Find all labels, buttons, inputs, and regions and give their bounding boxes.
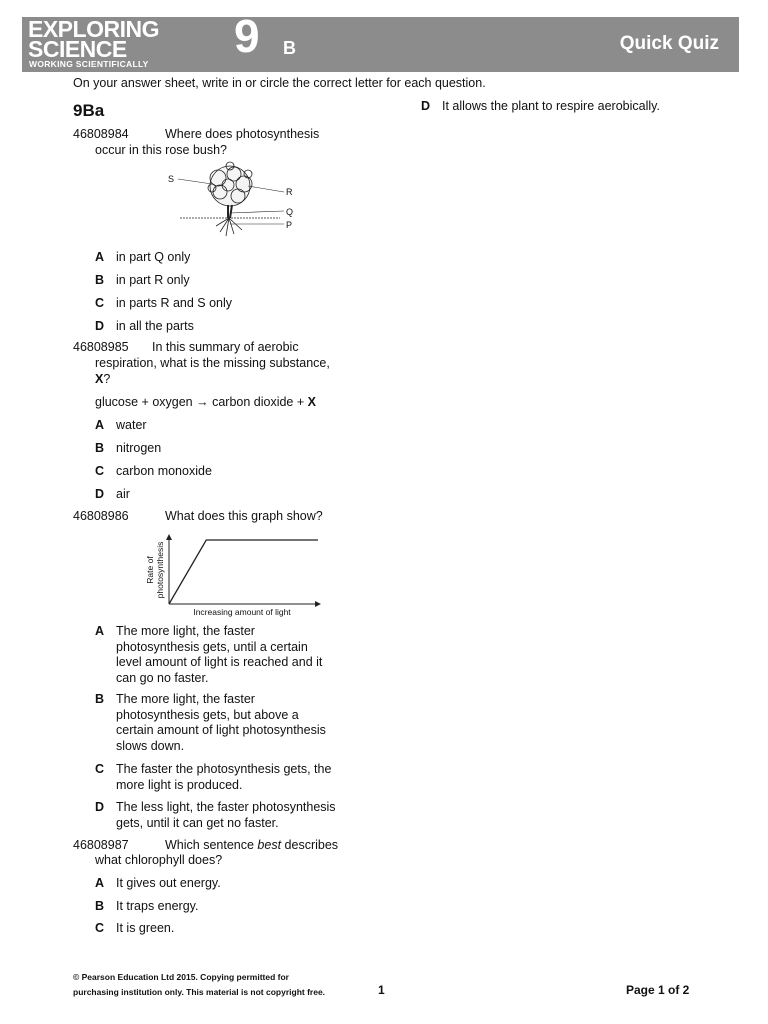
option-line: photosynthesis gets, but above a (116, 707, 299, 722)
option-line: level amount of light is reached and it (116, 655, 323, 669)
option-letter: D (421, 99, 431, 113)
option-text: It allows the plant to respire aerobically. (442, 99, 660, 113)
question-text-part: Which sentence (165, 838, 258, 852)
variable-x: X (307, 395, 316, 409)
option-line: more light is produced. (116, 777, 243, 792)
variable-x: X (95, 372, 104, 386)
question-id: 46808987 (73, 838, 129, 852)
quiz-title: Quick Quiz (619, 33, 719, 54)
option-text: nitrogen (116, 441, 162, 455)
option-letter: D (95, 319, 105, 333)
option-text: in part Q only (116, 250, 191, 264)
option-letter: B (95, 692, 105, 706)
label-p: P (286, 220, 293, 230)
option-line: photosynthesis gets, until a certain (116, 639, 308, 654)
question-mark: ? (103, 372, 111, 386)
option-letter: A (95, 418, 105, 432)
unit-letter: B (283, 38, 296, 58)
option-text: water (116, 418, 147, 432)
option-line: The less light, the faster photosynthesis (116, 800, 336, 814)
bush-foliage (208, 162, 252, 206)
option-text (116, 624, 356, 686)
word-equation (95, 395, 316, 411)
option-text: It is green. (116, 921, 175, 935)
unit-number: 9 (234, 10, 260, 62)
bush-roots (216, 218, 242, 236)
question-text (165, 838, 338, 854)
rate-curve (169, 540, 318, 604)
option-letter: B (95, 273, 105, 287)
question-text: what chlorophyll does? (95, 853, 223, 867)
question-text: respiration, what is the missing substance, (95, 356, 330, 370)
instructions: On your answer sheet, write in or circle the correct letter for each question. (73, 76, 486, 90)
option-letter: D (95, 800, 105, 814)
question-id: 46808984 (73, 127, 129, 141)
header-banner (22, 10, 739, 72)
option-line: The more light, the faster (116, 692, 255, 706)
copyright-notice (73, 970, 325, 1000)
option-text (116, 692, 356, 754)
question-id: 46808985 (73, 340, 129, 354)
option-letter: B (95, 441, 105, 455)
option-text: in all the parts (116, 319, 194, 333)
option-letter: A (95, 876, 105, 890)
photosynthesis-graph (138, 530, 328, 620)
y-axis-label: photosynthesis (155, 541, 165, 599)
option-text (116, 762, 356, 793)
option-text: It traps energy. (116, 899, 199, 913)
option-line: certain amount of light photosynthesis (116, 723, 326, 737)
label-r: R (286, 187, 293, 197)
x-axis-label: Increasing amount of light (193, 607, 291, 617)
label-s: S (168, 174, 175, 184)
section-title: 9Ba (73, 101, 105, 120)
option-line: gets, until it can get no faster. (116, 815, 279, 830)
page-number: 1 (378, 983, 385, 997)
option-letter: C (95, 296, 105, 310)
option-text (116, 800, 356, 831)
option-line: The more light, the faster (116, 624, 255, 638)
option-line: slows down. (116, 738, 185, 753)
option-line: The faster the photosynthesis gets, the (116, 762, 332, 776)
rose-bush-diagram (160, 160, 300, 242)
label-q: Q (286, 207, 294, 217)
copyright-line: purchasing institution only. This material is not copyright free. (73, 987, 326, 997)
question-text: In this summary of aerobic (152, 340, 299, 354)
option-letter: D (95, 487, 105, 501)
equation-text: glucose + oxygen → carbon dioxide + (95, 395, 308, 409)
brand-line-3: WORKING SCIENTIFICALLY (29, 59, 149, 69)
copyright-line: © Pearson Education Ltd 2015. Copying permitted for (73, 972, 289, 982)
option-letter: A (95, 624, 105, 638)
option-letter: C (95, 921, 105, 935)
y-axis-label: Rate of (145, 556, 155, 584)
bush-stem (228, 205, 232, 218)
option-line: can go no faster. (116, 670, 209, 685)
question-text: occur in this rose bush? (95, 143, 228, 157)
option-text: carbon monoxide (116, 464, 212, 478)
option-letter: A (95, 250, 105, 264)
question-text: Where does photosynthesis (165, 127, 320, 141)
question-text-part: describes (281, 838, 339, 852)
option-text: It gives out energy. (116, 876, 221, 890)
option-text: in part R only (116, 273, 190, 287)
question-text-emphasis: best (257, 838, 282, 852)
question-id: 46808986 (73, 509, 129, 523)
brand-line-1: EXPLORING (28, 16, 159, 42)
question-text (95, 372, 110, 388)
option-text: air (116, 487, 130, 501)
brand-line-2: SCIENCE (28, 36, 127, 62)
option-letter: B (95, 899, 105, 913)
page-indicator: Page 1 of 2 (626, 983, 690, 997)
option-letter: C (95, 464, 105, 478)
option-text: in parts R and S only (116, 296, 233, 310)
option-letter: C (95, 762, 105, 776)
question-text: What does this graph show? (165, 509, 323, 523)
